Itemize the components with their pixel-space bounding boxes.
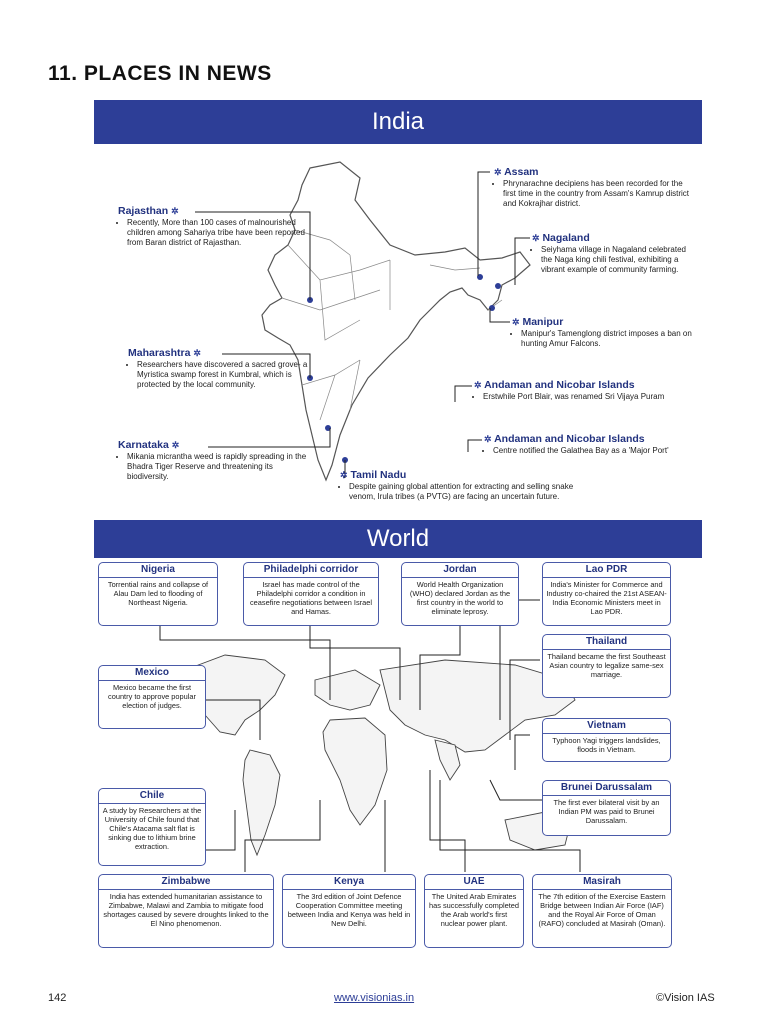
callout-andaman-2: ✲ Andaman and Nicobar Islands • Centre notified the Galathea Bay as a 'Major Port' (484, 434, 694, 456)
box-brunei: Brunei Darussalam The first ever bilateral visit by an Indian PM was paid to Brunei Darussalam. (542, 780, 671, 836)
callout-manipur: ✲ Manipur • Manipur's Tamenglong district imposes a ban on hunting Amur Falcons. (512, 317, 692, 349)
gear-icon: ✲ (171, 440, 180, 450)
gear-icon: ✲ (340, 470, 348, 480)
box-zimbabwe: Zimbabwe India has extended humanitarian assistance to Zimbabwe, Malawi and Zambia to mitigate food shortages caused by severe droughts linked to the El Nino phenomenon. (98, 874, 274, 948)
box-nigeria: Nigeria Torrential rains and collapse of Alau Dam led to flooding of Northeast Nigeria. (98, 562, 218, 626)
gear-icon: ✲ (494, 167, 502, 177)
gear-icon: ✲ (532, 233, 540, 243)
box-philadelphi: Philadelphi corridor Israel has made control of the Philadelphi corridor a condition in ceasefire negotiations between Israel and Hamas. (243, 562, 379, 626)
box-uae: UAE The United Arab Emirates has successfully completed the Arab world's first nuclear power plant. (424, 874, 524, 948)
callout-maharashtra: Maharashtra ✲ • Researchers have discovered a sacred grove- a Myristica swamp forest in Kumbral, which is protected by the local community. (128, 348, 310, 390)
box-mexico: Mexico Mexico became the first country to approve popular election of judges. (98, 665, 206, 729)
page-number: 142 (48, 992, 67, 1004)
world-banner: World (94, 520, 702, 558)
callout-tamil-nadu: ✲ Tamil Nadu • Despite gaining global attention for extracting and selling snake venom, Irula tribes (a PVTG) are facing an uncertain future. (340, 470, 588, 502)
box-lao: Lao PDR India's Minister for Commerce and Industry co-chaired the 21st ASEAN-India Economic Ministers meet in Lao PDR. (542, 562, 671, 626)
box-jordan: Jordan World Health Organization (WHO) declared Jordan as the first country in the world to eliminate leprosy. (401, 562, 519, 626)
callout-nagaland: ✲ Nagaland • Seiyhama village in Nagaland celebrated the Naga king chili festival, exhibiting a vibrant example of community farming. (532, 233, 692, 275)
gear-icon: ✲ (512, 317, 520, 327)
gear-icon: ✲ (193, 348, 201, 358)
callout-karnataka: Karnataka ✲ • Mikania micrantha weed is rapidly spreading in the Bhadra Tiger Reserve and threatening its biodiversity. (118, 440, 310, 482)
website-link[interactable]: www.visionias.in (334, 992, 415, 1004)
gear-icon: ✲ (171, 206, 179, 216)
box-masirah: Masirah The 7th edition of the Exercise Eastern Bridge between Indian Air Force (IAF) and the Royal Air Force of Oman (RAFO) concluded at Masirah (Oman). (532, 874, 672, 948)
box-thailand: Thailand Thailand became the first Southeast Asian country to legalize same-sex marriage. (542, 634, 671, 698)
page-heading: 11. PLACES IN NEWS (48, 62, 272, 85)
callout-andaman-1: ✲ Andaman and Nicobar Islands • Erstwhile Port Blair, was renamed Sri Vijaya Puram (474, 380, 692, 402)
copyright: ©Vision IAS (656, 992, 715, 1004)
gear-icon: ✲ (474, 380, 482, 390)
box-chile: Chile A study by Researchers at the University of Chile found that Chile's Atacama salt flat is sinking due to lithium brine extraction. (98, 788, 206, 866)
box-vietnam: Vietnam Typhoon Yagi triggers landslides, floods in Vietnam. (542, 718, 671, 762)
callout-assam: ✲ Assam • Phrynarachne decipiens has been recorded for the first time in the country from Assam's Kamrup district and Kokrajhar district. (494, 167, 692, 209)
box-kenya: Kenya The 3rd edition of Joint Defence Cooperation Committee meeting between India and Kenya was held in New Delhi. (282, 874, 416, 948)
callout-rajasthan: Rajasthan ✲ • Recently, More than 100 cases of malnourished children among Sahariya tribe have been reported from Baran district of Rajasthan. (118, 206, 308, 248)
india-banner: India (94, 100, 702, 144)
gear-icon: ✲ (484, 434, 492, 444)
